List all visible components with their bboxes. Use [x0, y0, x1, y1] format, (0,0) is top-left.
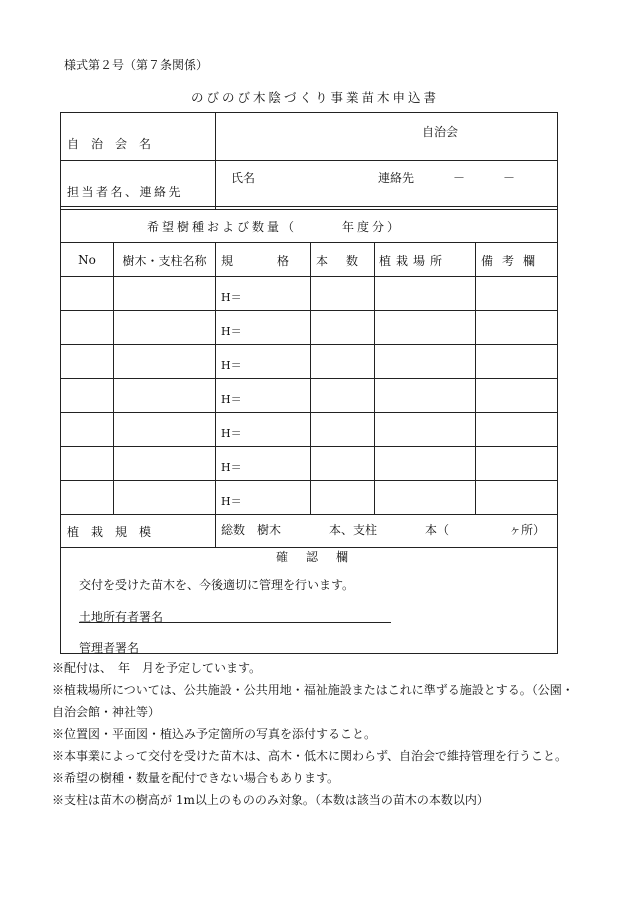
column-divider	[374, 242, 375, 514]
row-divider	[61, 446, 557, 447]
name-label: 氏名	[231, 171, 256, 185]
contact-label: 連絡先	[378, 171, 415, 185]
row-divider	[61, 276, 557, 277]
note-item: ※支柱は苗木の樹高が 1m以上のもののみ対象。（本数は該当の苗木の本数以内）	[52, 793, 489, 807]
phone-dash: －	[503, 171, 516, 185]
row-divider	[61, 412, 557, 413]
table-row-spec: H＝	[221, 359, 242, 372]
note-item: ※希望の樹種・数量を配付できない場合もあります。	[52, 771, 340, 785]
person-in-charge-label: 担当者名、連絡先	[67, 185, 184, 199]
column-header-remarks: 備考欄	[481, 254, 545, 268]
manager-signature-line[interactable]	[79, 653, 391, 654]
association-suffix: 自治会	[422, 125, 459, 139]
table-row-spec: H＝	[221, 495, 242, 508]
planting-scale-value: 総数 樹木 本、支柱 本（ ヶ所）	[221, 523, 546, 537]
notes-list	[52, 657, 582, 811]
column-header-spec: 規 格	[221, 254, 292, 268]
landowner-signature-line[interactable]	[79, 622, 391, 623]
row-divider	[61, 514, 557, 515]
row-divider	[61, 242, 557, 243]
row-divider	[61, 209, 557, 210]
confirmation-title: 確 認 欄	[276, 550, 352, 564]
application-form	[60, 112, 558, 654]
note-item: ※本事業によって交付を受けた苗木は、高木・低木に関わらず、自治会で維持管理を行うこと。	[52, 749, 568, 763]
document-title: のびのび木陰づくり事業苗木申込書	[190, 90, 439, 105]
column-header-no: No	[78, 253, 96, 267]
row-divider	[61, 480, 557, 481]
row-divider	[61, 378, 557, 379]
column-header-name: 樹木・支柱名称	[122, 254, 207, 268]
row-divider	[61, 160, 557, 161]
note-item: ※植栽場所については、公共施設・公共用地・福祉施設またはこれに準ずる施設とする。（公園・自治会館・神社等）	[52, 683, 574, 719]
species-section-title: 希望樹種および数量（ 年度分）	[147, 220, 403, 234]
row-divider	[61, 206, 557, 207]
table-row-spec: H＝	[221, 461, 242, 474]
column-divider	[113, 242, 114, 514]
column-divider	[310, 242, 311, 514]
note-item: ※位置図・平面図・植込み予定箇所の写真を添付すること。	[52, 727, 377, 741]
row-divider	[61, 344, 557, 345]
table-row-spec: H＝	[221, 427, 242, 440]
table-row-spec: H＝	[221, 393, 242, 406]
column-divider	[475, 242, 476, 514]
manager-signature-label: 管理者署名	[79, 641, 140, 655]
column-header-count: 本 数	[316, 254, 362, 268]
association-name-label: 自 治 会 名	[67, 137, 152, 151]
table-row-spec: H＝	[221, 291, 242, 304]
form-number: 様式第２号（第７条関係）	[64, 58, 209, 72]
phone-dash: －	[453, 171, 466, 185]
column-header-place: 植栽場所	[379, 254, 448, 268]
column-divider	[215, 242, 216, 547]
row-divider	[61, 310, 557, 311]
confirmation-statement: 交付を受けた苗木を、今後適切に管理を行います。	[79, 578, 355, 592]
table-row-spec: H＝	[221, 325, 242, 338]
column-divider	[215, 113, 216, 209]
planting-scale-label: 植 栽 規 模	[67, 525, 152, 539]
landowner-signature-label: 土地所有者署名	[79, 610, 164, 624]
note-item: ※配付は、 年 月を予定しています。	[52, 661, 262, 675]
